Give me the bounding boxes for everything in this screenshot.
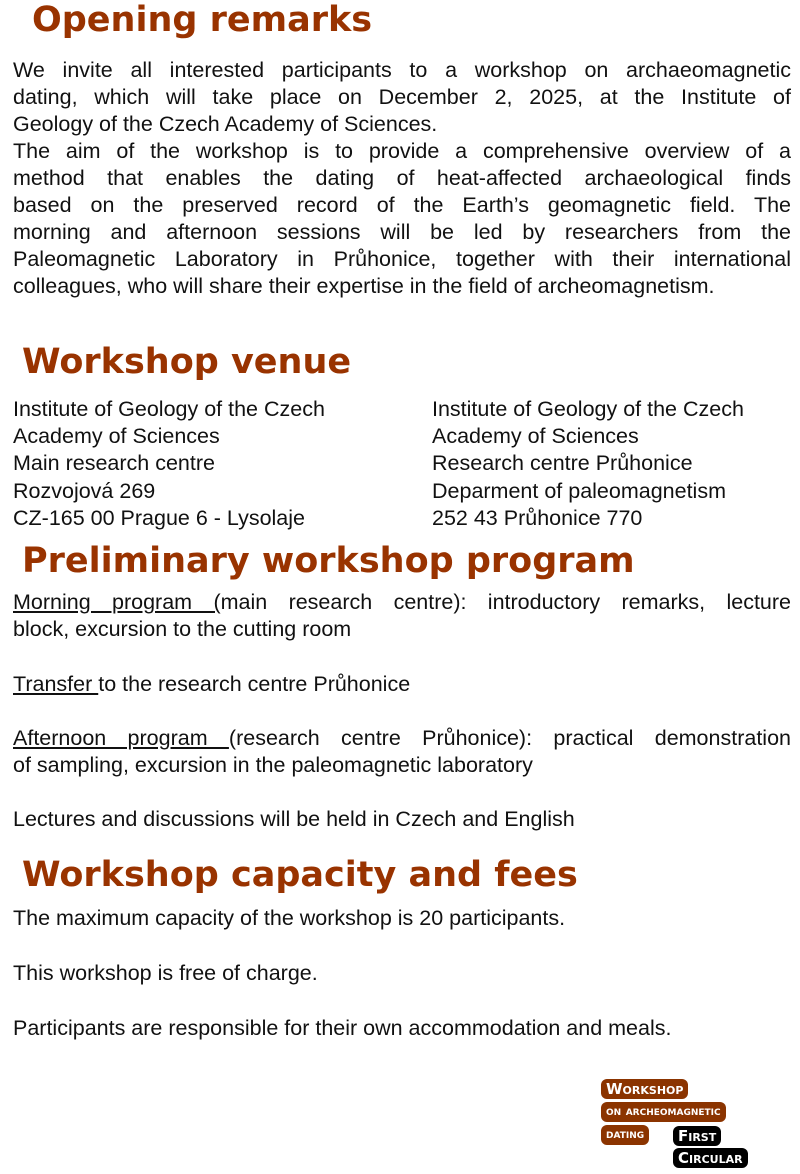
text-line: colleagues, who will share their expertise in the field of archeomagnetism. <box>13 274 715 298</box>
fees-text: This workshop is free of charge. <box>13 961 318 985</box>
address-line: Academy of Sciences <box>432 424 639 449</box>
afternoon-program-text: (research centre Průhonice): practical demonstration <box>228 726 791 750</box>
address-line: CZ-165 00 Prague 6 - Lysolaje <box>13 505 306 530</box>
text-line <box>13 589 791 616</box>
opening-paragraph-intro <box>13 57 791 138</box>
logo-line-dating: dating <box>601 1125 649 1145</box>
accommodation-text: Participants are responsible for their own accommodation and meals. <box>13 1016 672 1040</box>
heading-opening-remarks: Opening remarks <box>32 0 373 40</box>
workshop-logo <box>601 1079 791 1169</box>
logo-first: First <box>673 1126 721 1146</box>
address-line: 252 43 Průhonice 770 <box>432 505 643 530</box>
text-line: method that enables the dating of heat-affected archaeological finds <box>13 166 791 190</box>
logo-circular: Circular <box>673 1148 748 1168</box>
transfer-text: to the research centre Průhonice <box>98 672 411 696</box>
address-line: Research centre Průhonice <box>432 451 693 476</box>
opening-paragraph-aim <box>13 138 791 300</box>
logo-line-archeomagnetic: on archeomagnetic <box>601 1102 726 1122</box>
text-line: dating, which will take place on December 2, 2025, at the Institute of <box>13 85 791 109</box>
venue-address-main <box>13 396 325 532</box>
program-morning <box>13 589 791 643</box>
address-line: Rozvojová 269 <box>13 478 156 503</box>
text-line <box>13 725 791 752</box>
text-line: based on the preserved record of the Earth’s geomagnetic field. The <box>13 193 791 217</box>
program-transfer <box>13 671 791 698</box>
text-line: morning and afternoon sessions will be led by researchers from the <box>13 220 791 244</box>
text-line: We invite all interested participants to a workshop on archaeomagnetic <box>13 58 791 82</box>
capacity-text: The maximum capacity of the workshop is 20 participants. <box>13 906 566 930</box>
program-afternoon <box>13 725 791 779</box>
heading-preliminary-program: Preliminary workshop program <box>22 541 635 581</box>
text-line: of sampling, excursion in the paleomagnetic laboratory <box>13 753 533 777</box>
address-line: Main research centre <box>13 451 215 476</box>
afternoon-program-label: Afternoon program <box>13 726 229 750</box>
venue-address-pruhonice <box>432 396 744 532</box>
address-line: Institute of Geology of the Czech <box>432 397 744 421</box>
text-line: The aim of the workshop is to provide a comprehensive overview of a <box>13 139 791 163</box>
program-languages: Lectures and discussions will be held in Czech and English <box>13 807 575 831</box>
transfer-label: Transfer <box>13 672 99 696</box>
logo-line-workshop: Workshop <box>601 1079 688 1099</box>
heading-workshop-venue: Workshop venue <box>22 342 352 382</box>
address-line: Deparment of paleomagnetism <box>432 478 726 503</box>
text-line: Geology of the Czech Academy of Sciences. <box>13 112 438 136</box>
morning-program-label: Morning program ( <box>13 590 221 614</box>
text-line: block, excursion to the cutting room <box>13 617 352 641</box>
address-line: Institute of Geology of the Czech <box>13 397 325 421</box>
heading-capacity-fees: Workshop capacity and fees <box>22 855 578 895</box>
address-line: Academy of Sciences <box>13 424 220 449</box>
text-line: Paleomagnetic Laboratory in Průhonice, together with their international <box>13 247 791 271</box>
morning-program-text: main research centre): introductory remarks, lecture <box>220 590 791 614</box>
